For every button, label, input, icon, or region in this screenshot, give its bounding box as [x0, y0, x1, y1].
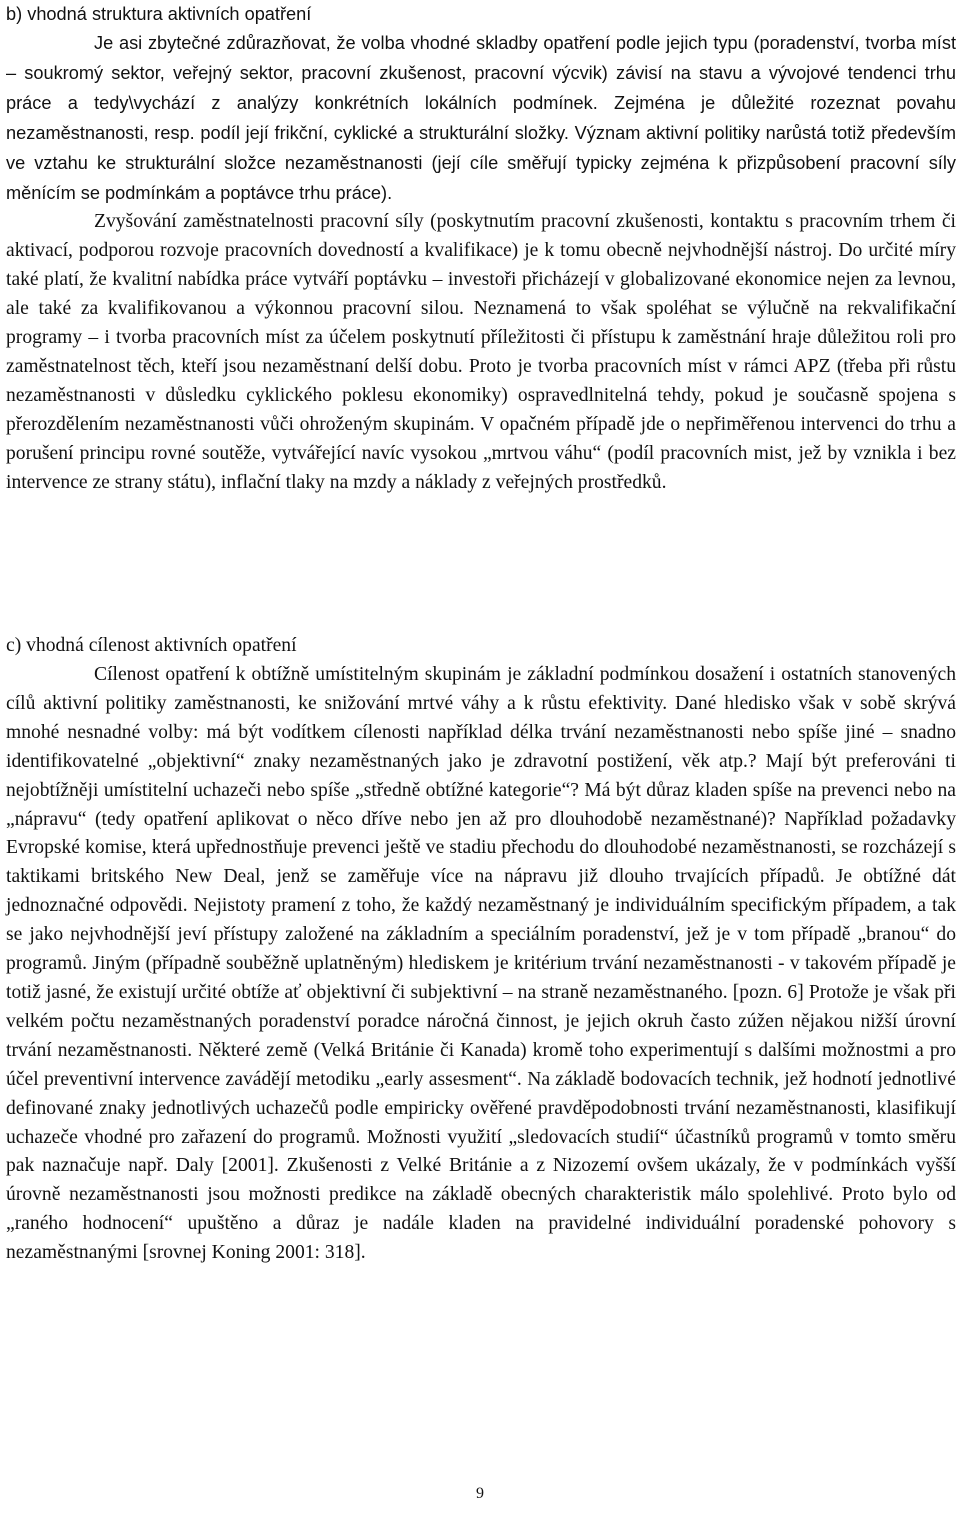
- section-b-paragraph-2: Zvyšování zaměstnatelnosti pracovní síly (poskytnutím pracovní zkušenosti, kontaktu s pracovním trhem či aktivací, podporou rozvoje pracovních dovedností a kvalifikace) je k tomu obecně nejvhodnější nástroj. Do určité míry také platí, že kvalitní nabídka práce vytváří poptávku – investoři přicházejí v globalizované ekonomice nejen za levnou, ale také za kvalifikovanou a výkonnou pracovní silou. Neznamená to však spoléhat se výlučně na rekvalifikační programy – i tvorba pracovních míst za účelem poskytnutí příležitosti či přístupu k zaměstnání hraje důležitou roli pro zaměstnatelnost těch, kteří jsou nezaměstnaní delší dobu. Proto je tvorba pracovních míst v rámci APZ (třeba při růstu nezaměstnanosti v důsledku cyklického poklesu ekonomiky) ospravedlnitelná tehdy, pokud je současně spojena s přerozdělením nezaměstnanosti vůči ohroženým skupinám. V opačném případě jde o nepřiměřenou intervenci do trhu a porušení principu rovné soutěže, vytvářející navíc vysokou „mrtvou váhu“ (podíl pracovních mist, jež by vznikla i bez intervence ze strany státu), inflační tlaky na mzdy a náklady z veřejných prostředků.: [6, 211, 956, 493]
- page-number: 9: [476, 1485, 484, 1502]
- section-b-heading: b) vhodná struktura aktivních opatření: [6, 4, 312, 24]
- section-c-heading: c) vhodná cílenost aktivních opatření: [6, 635, 297, 656]
- section-c-paragraph: Cílenost opatření k obtížně umístitelným skupinám je základní podmínkou dosažení i ostatních stanovených cílů aktivní politiky zaměstnanosti, ke snižování mrtvé váhy a k růstu efektivity. Dané hledisko však v sobě skrývá mnohé nesnadné volby: má být vodítkem cílenosti například délka trvání nezaměstnanosti nebo spíše jiné – snadno identifikovatelné „objektivní“ znaky nezaměstnaných jako je zdravotní postižení, věk atp.? Mají být preferováni ti nejobtížněji umístitelní uchazeči nebo spíše „středně obtížné kategorie“? Má být důraz kladen spíše na prevenci nebo na „nápravu“ (tedy opatření aplikovat o něco dříve nebo jen až pro dlouhodobě nezaměstnané)? Například požadavky Evropské komise, která upřednostňuje prevenci ještě ve stadiu přechodu do dlouhodobé nezaměstnanosti, se rozcházejí s taktikami britského New Deal, jenž se zaměřuje více na nápravu již dlouho trvajících případů. Je obtížné dát jednoznačné odpovědi. Nejistoty pramení z toho, že každý nezaměstnaný je individuálním specifickým případem, a tak se jako nejvhodnější jeví přístupy založené na základním a speciálním poradenství, jež je v tom případě „branou“ do programů. Jiným (případně souběžně uplatněným) hlediskem je kritérium trvání nezaměstnanosti - v takovém případě je totiž jasné, že existují určité obtíže ať objektivní či subjektivní – na straně nezaměstnaného. [pozn. 6] Protože je však při velkém počtu nezaměstnaných poradenství poradce náročná činnost, je jejich okruh často zúžen nějakou nižší úrovní trvání nezaměstnanosti. Některé země (Velká Británie či Kanada) kromě toho experimentují s dalšími možnostmi a pro účel preventivní intervence zavádějí metodiku „early assesment“. Na základě bodovacích technik, jež hodnotí jednotlivé definované znaky jednotlivých uchazečů podle empiricky ověřené pravděpodobnosti trvání nezaměstnanosti, klasifikují uchazeče vhodné pro zařazení do programů. Možnosti využití „sledovacích studií“ účastníků programů v tomto směru pak naznačuje např. Daly [2001]. Zkušenosti z Velké Británie a z Nizozemí ovšem ukázaly, že v podmínkách vyšší úrovně nezaměstnanosti jsou možnosti predikce na základě obecných charakteristik málo spolehlivé. Proto bylo od „raného hodnocení“ upuštěno a důraz je nadále kladen na pravidelné individuální poradenské pohovory s nezaměstnanými [srovnej Koning 2001: 318].: [6, 664, 956, 1264]
- section-b-paragraph: [6, 29, 956, 498]
- section-b-paragraph-1: Je asi zbytečné zdůrazňovat, že volba vhodné skladby opatření podle jejich typu (poradenství, tvorba míst – soukromý sektor, veřejný sektor, pracovní zkušenost, pracovní výcvik) závisí na stavu a vývojové tendenci trhu práce a tedy\vychází z analýzy konkrétních lokálních podmínek. Zejména je důležité rozeznat povahu nezaměstnanosti, resp. podíl její frikční, cyklické a strukturální složky. Význam aktivní politiky narůstá totiž především ve vztahu ke strukturální složce nezaměstnanosti (její cíle směřují typicky zejména k přizpůsobení pracovní síly měnícím se podmínkám a poptávce trhu práce).: [6, 33, 956, 203]
